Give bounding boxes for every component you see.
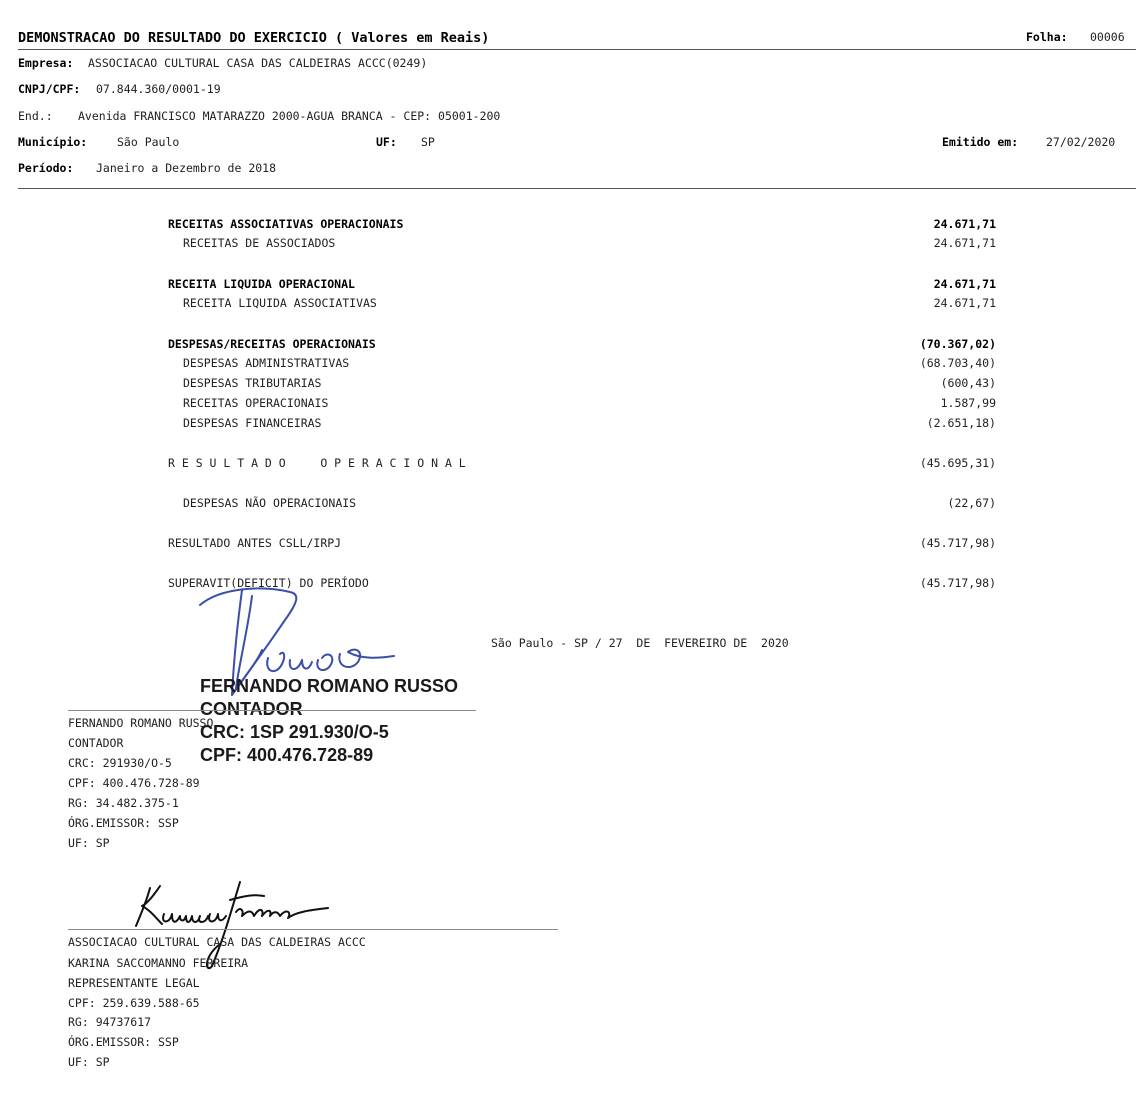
statement-label: DESPESAS NÃO OPERACIONAIS [183,496,357,510]
accountant-rg: RG: 34.482.375-1 [68,796,179,810]
statement-value: (45.695,31) [919,456,996,470]
statement-value: (2.651,18) [926,416,996,430]
folha-label: Folha: [1026,30,1068,44]
statement-label: DESPESAS TRIBUTARIAS [183,376,322,390]
statement-label: RECEITAS DE ASSOCIADOS [183,236,336,250]
statement-label: DESPESAS FINANCEIRAS [183,416,322,430]
statement-value: (45.717,98) [919,576,996,590]
accountant-crc: CRC: 291930/O-5 [68,756,172,770]
municipio-value: São Paulo [117,135,180,149]
municipio-label: Município: [18,135,88,149]
accountant-stamp-name: FERNANDO ROMANO RUSSO [200,676,459,696]
header-rule [18,49,1136,50]
cnpj-value: 07.844.360/0001-19 [96,82,221,96]
empresa-label: Empresa: [18,56,74,70]
statement-value: (45.717,98) [919,536,996,550]
emitido-value: 27/02/2020 [1046,135,1116,149]
header-bottom-rule [18,188,1136,189]
statement-label: RESULTADO ANTES CSLL/IRPJ [168,536,342,550]
statement-label: RECEITA LIQUIDA ASSOCIATIVAS [183,296,377,310]
end-value: Avenida FRANCISCO MATARAZZO 2000-AGUA BRANCA - CEP: 05001-200 [78,109,501,123]
representative-rg: RG: 94737617 [68,1015,152,1029]
statement-value: 24.671,71 [933,217,996,231]
accountant-role: CONTADOR [68,736,124,750]
accountant-cpf: CPF: 400.476.728-89 [68,776,200,790]
periodo-value: Janeiro a Dezembro de 2018 [96,161,277,175]
representative-name: KARINA SACCOMANNO FERREIRA [68,956,249,970]
accountant-stamp-crc: CRC: 1SP 291.930/O-5 [200,722,389,742]
statement-value: (70.367,02) [919,337,996,351]
empresa-value: ASSOCIACAO CULTURAL CASA DAS CALDEIRAS ACCC(0249) [88,56,428,70]
representative-cpf: CPF: 259.639.588-65 [68,996,200,1010]
accountant-org: ÓRG.EMISSOR: SSP [68,816,179,830]
accountant-signature-line [68,710,476,711]
periodo-label: Período: [18,161,74,175]
statement-label: RECEITA LIQUIDA OPERACIONAL [168,277,355,291]
uf-value: SP [421,135,435,149]
statement-value: 24.671,71 [933,236,996,250]
representative-signature-icon [120,878,340,968]
cnpj-label: CNPJ/CPF: [18,82,81,96]
emitido-label: Emitido em: [942,135,1019,149]
statement-label: RECEITAS ASSOCIATIVAS OPERACIONAIS [168,217,404,231]
accountant-stamp-role: CONTADOR [200,699,303,719]
statement-label: DESPESAS/RECEITAS OPERACIONAIS [168,337,376,351]
representative-role: REPRESENTANTE LEGAL [68,976,200,990]
accountant-name: FERNANDO ROMANO RUSSO [68,716,214,730]
statement-value: (22,67) [947,496,996,510]
representative-uf: UF: SP [68,1055,110,1069]
statement-value: 24.671,71 [933,277,996,291]
representative-org: ÓRG.EMISSOR: SSP [68,1035,179,1049]
folha-value: 00006 [1090,30,1125,44]
accountant-uf: UF: SP [68,836,110,850]
statement-value: (68.703,40) [919,356,996,370]
document-title: DEMONSTRACAO DO RESULTADO DO EXERCICIO ( Valores em Reais) [18,30,490,46]
statement-label: R E S U L T A D O O P E R A C I O N A L [168,456,466,470]
end-label: End.: [18,109,53,123]
statement-value: 1.587,99 [940,396,996,410]
statement-label: SUPERAVIT(DEFICIT) DO PERÍODO [168,576,369,590]
representative-entity: ASSOCIACAO CULTURAL CASA DAS CALDEIRAS ACCC [68,935,366,949]
representative-signature-line [68,929,558,930]
statement-value: 24.671,71 [933,296,996,310]
statement-label: RECEITAS OPERACIONAIS [183,396,329,410]
statement-label: DESPESAS ADMINISTRATIVAS [183,356,350,370]
uf-label: UF: [376,135,397,149]
accountant-stamp-cpf: CPF: 400.476.728-89 [200,745,374,765]
place-date: São Paulo - SP / 27 DE FEVEREIRO DE 2020 [491,636,789,650]
statement-value: (600,43) [940,376,996,390]
